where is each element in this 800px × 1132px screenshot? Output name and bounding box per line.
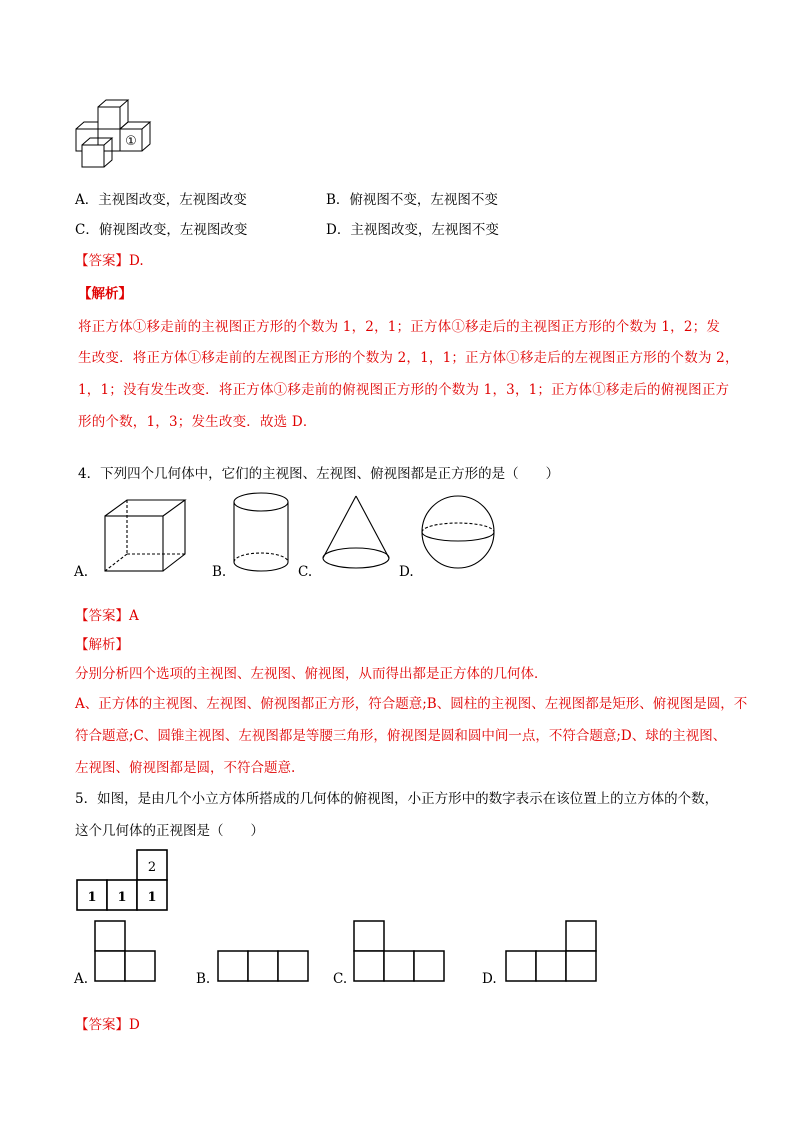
sphere-solid-figure — [418, 490, 498, 575]
answer-tag: 【答案】 — [75, 253, 129, 269]
q5-option-a-figure — [94, 920, 160, 986]
q4-analysis-line: A、正方体的主视图、左视图、俯视图都正方形，符合题意;B、圆柱的主视图、左视图都是矩形、俯视图是圆，不 — [75, 696, 748, 712]
q4-answer — [75, 607, 139, 625]
q3-analysis-line: 生改变．将正方体①移走前的左视图正方形的个数为 2，1，1；正方体①移走后的左视图正方形的个数为 2， — [78, 350, 739, 366]
q5-option-c-label: C. — [333, 971, 348, 987]
q3-analysis-line: 形的个数，1，3；发生改变．故选 D． — [78, 414, 317, 430]
grid-number: 2 — [147, 860, 157, 875]
q3-option-c: C．俯视图改变，左视图改变 — [75, 222, 248, 238]
cube-solid-figure — [95, 490, 195, 580]
q3-analysis-line: 1，1；没有发生改变．将正方体①移走前的俯视图正方形的个数为 1，3，1；正方体①移走后的俯视图正方 — [78, 382, 730, 398]
q3-analysis-tag: 【解析】 — [78, 286, 132, 302]
q4-option-a-label: A. — [74, 564, 89, 580]
answer-value: D — [129, 1017, 140, 1033]
q4-analysis-line: 左视图、俯视图都是圆，不符合题意. — [75, 760, 296, 776]
grid-number: 1 — [147, 890, 157, 905]
q3-analysis-line: 将正方体①移走前的主视图正方形的个数为 1，2，1；正方体①移走后的主视图正方形的个数为 1，2；发 — [78, 319, 721, 335]
q4-option-d-label: D. — [399, 564, 414, 580]
q3-option-a: A．主视图改变，左视图改变 — [75, 192, 247, 208]
cylinder-solid-figure — [228, 488, 298, 578]
q4-analysis-line: 符合题意;C、圆锥主视图、左视图都是等腰三角形，俯视图是圆和圆中间一点，不符合题意;D、球的主视图、 — [75, 728, 727, 744]
q4-analysis-tag: 【解析】 — [75, 637, 129, 653]
q4-analysis-line: 分别分析四个选项的主视图、左视图、俯视图，从而得出都是正方体的几何体． — [75, 666, 548, 682]
q5-answer — [75, 1016, 140, 1034]
q5-option-d-figure — [505, 920, 601, 986]
q3-cube-figure — [70, 95, 160, 185]
answer-value: A — [129, 608, 139, 624]
q3-answer — [75, 252, 144, 270]
q5-question-line: 5．如图，是由几个小立方体所搭成的几何体的俯视图，小正方形中的数字表示在该位置上的立方体的个数， — [75, 791, 719, 807]
q5-top-view-grid — [75, 848, 175, 913]
answer-tag: 【答案】 — [75, 608, 129, 624]
answer-tag: 【答案】 — [75, 1017, 129, 1033]
q3-cube-label: ① — [125, 134, 137, 149]
grid-number: 1 — [117, 890, 127, 905]
q4-option-b-label: B. — [212, 564, 227, 580]
q4-option-c-label: C. — [298, 564, 313, 580]
grid-number: 1 — [87, 890, 97, 905]
answer-value: D. — [129, 253, 144, 269]
q3-option-b: B．俯视图不变，左视图不变 — [326, 192, 498, 208]
q5-option-d-label: D. — [482, 971, 497, 987]
q4-question: 4．下列四个几何体中，它们的主视图、左视图、俯视图都是正方形的是（ ） — [78, 466, 560, 482]
q5-question-line: 这个几何体的正视图是（ ） — [75, 823, 264, 839]
q5-option-b-label: B. — [196, 971, 211, 987]
q3-option-d: D．主视图改变，左视图不变 — [326, 222, 499, 238]
q5-option-a-label: A. — [74, 971, 89, 987]
q5-option-c-figure — [353, 920, 449, 986]
q5-option-b-figure — [217, 950, 313, 986]
cone-solid-figure — [318, 490, 398, 575]
